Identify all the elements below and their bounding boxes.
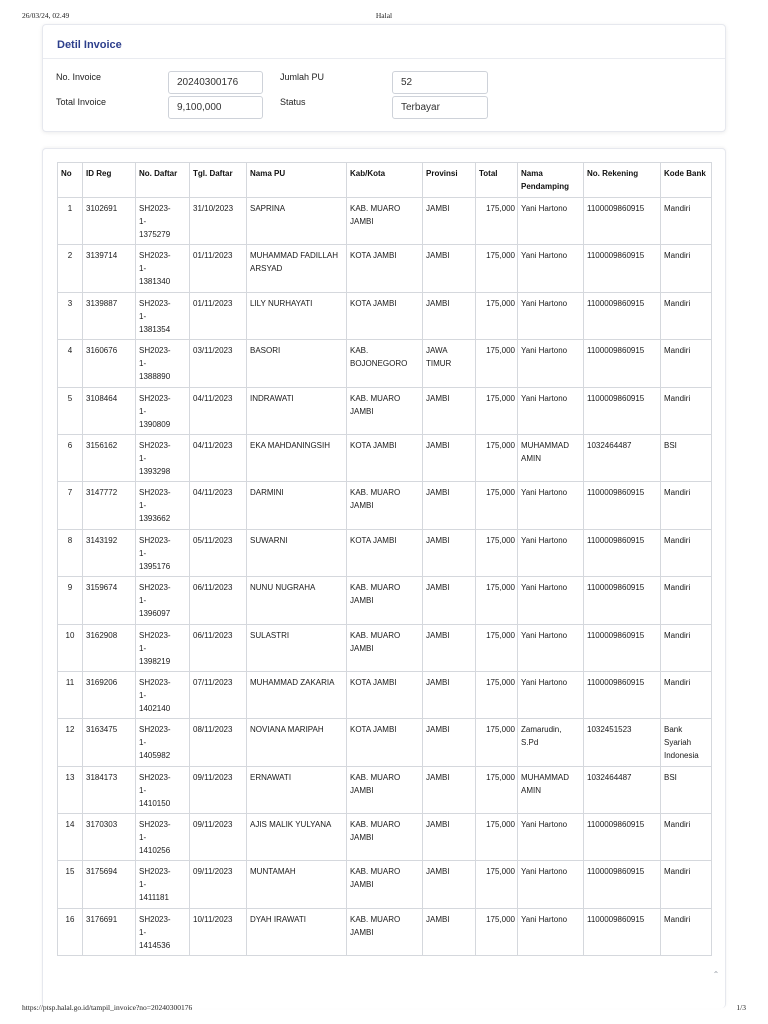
cell-nama-pu: AJIS MALIK YULYANA	[247, 814, 347, 861]
cell-no: 1	[58, 198, 83, 245]
cell-kab-kota: KAB. MUARO JAMBI	[347, 861, 423, 908]
cell-kode-bank: Mandiri	[661, 340, 712, 387]
status-field[interactable]: Terbayar	[392, 96, 488, 119]
cell-tgl-daftar: 01/11/2023	[190, 292, 247, 339]
cell-no: 11	[58, 671, 83, 718]
cell-id-reg: 3139714	[83, 245, 136, 292]
print-url: https://ptsp.halal.go.id/tampil_invoice?no=20240300176	[22, 1003, 193, 1012]
table-row	[58, 671, 712, 718]
cell-nama-pendamping: Yani Hartono	[518, 292, 584, 339]
cell-id-reg: 3160676	[83, 340, 136, 387]
cell-nama-pu: SULASTRI	[247, 624, 347, 671]
table-row	[58, 198, 712, 245]
cell-provinsi: JAMBI	[423, 529, 476, 576]
table-row	[58, 245, 712, 292]
col-header-kode-bank: Kode Bank	[661, 163, 712, 198]
cell-provinsi: JAMBI	[423, 624, 476, 671]
cell-nama-pendamping: Yani Hartono	[518, 387, 584, 434]
cell-provinsi: JAMBI	[423, 671, 476, 718]
cell-no: 4	[58, 340, 83, 387]
cell-id-reg: 3163475	[83, 719, 136, 766]
cell-no-rekening: 1100009860915	[584, 861, 661, 908]
cell-nama-pu: SUWARNI	[247, 529, 347, 576]
cell-no-daftar: SH2023- 1- 1410150	[136, 766, 190, 813]
cell-total: 175,000	[476, 340, 518, 387]
cell-tgl-daftar: 09/11/2023	[190, 861, 247, 908]
cell-kode-bank: Mandiri	[661, 387, 712, 434]
cell-no-rekening: 1100009860915	[584, 292, 661, 339]
cell-kode-bank: Mandiri	[661, 529, 712, 576]
table-row	[58, 529, 712, 576]
cell-kab-kota: KAB. MUARO JAMBI	[347, 577, 423, 624]
cell-nama-pendamping: Yani Hartono	[518, 529, 584, 576]
cell-tgl-daftar: 05/11/2023	[190, 529, 247, 576]
cell-no-daftar: SH2023- 1- 1375279	[136, 198, 190, 245]
cell-no-rekening: 1100009860915	[584, 624, 661, 671]
cell-no-daftar: SH2023- 1- 1393298	[136, 434, 190, 481]
cell-nama-pu: DYAH IRAWATI	[247, 908, 347, 955]
cell-provinsi: JAMBI	[423, 482, 476, 529]
cell-nama-pu: MUHAMMAD ZAKARIA	[247, 671, 347, 718]
cell-total: 175,000	[476, 387, 518, 434]
cell-no-rekening: 1100009860915	[584, 908, 661, 955]
cell-provinsi: JAMBI	[423, 766, 476, 813]
cell-nama-pendamping: Yani Hartono	[518, 814, 584, 861]
cell-no-rekening: 1100009860915	[584, 387, 661, 434]
cell-provinsi: JAMBI	[423, 292, 476, 339]
cell-no-daftar: SH2023- 1- 1396097	[136, 577, 190, 624]
cell-kode-bank: Mandiri	[661, 861, 712, 908]
cell-kab-kota: KOTA JAMBI	[347, 245, 423, 292]
cell-total: 175,000	[476, 908, 518, 955]
cell-total: 175,000	[476, 577, 518, 624]
cell-id-reg: 3102691	[83, 198, 136, 245]
table-row	[58, 766, 712, 813]
cell-no-daftar: SH2023- 1- 1405982	[136, 719, 190, 766]
cell-provinsi: JAMBI	[423, 719, 476, 766]
jumlah-pu-field[interactable]: 52	[392, 71, 488, 94]
cell-no: 5	[58, 387, 83, 434]
cell-nama-pendamping: Yani Hartono	[518, 624, 584, 671]
cell-kode-bank: Mandiri	[661, 624, 712, 671]
cell-kab-kota: KAB. MUARO JAMBI	[347, 766, 423, 813]
cell-tgl-daftar: 04/11/2023	[190, 434, 247, 481]
cell-id-reg: 3147772	[83, 482, 136, 529]
cell-kab-kota: KAB. MUARO JAMBI	[347, 908, 423, 955]
cell-tgl-daftar: 06/11/2023	[190, 624, 247, 671]
cell-provinsi: JAMBI	[423, 245, 476, 292]
cell-total: 175,000	[476, 861, 518, 908]
cell-id-reg: 3170303	[83, 814, 136, 861]
cell-total: 175,000	[476, 671, 518, 718]
cell-no: 7	[58, 482, 83, 529]
cell-kode-bank: Mandiri	[661, 292, 712, 339]
cell-nama-pendamping: Yani Hartono	[518, 482, 584, 529]
col-header-nama-pu: Nama PU	[247, 163, 347, 198]
invoice-card-title: Detil Invoice	[57, 39, 122, 51]
no-invoice-label: No. Invoice	[56, 72, 102, 82]
cell-tgl-daftar: 04/11/2023	[190, 387, 247, 434]
cell-kab-kota: KAB. MUARO JAMBI	[347, 482, 423, 529]
status-label: Status	[280, 97, 306, 107]
cell-kode-bank: Mandiri	[661, 482, 712, 529]
table-row	[58, 292, 712, 339]
cell-no: 10	[58, 624, 83, 671]
table-row	[58, 434, 712, 481]
cell-no-rekening: 1032464487	[584, 434, 661, 481]
cell-provinsi: JAMBI	[423, 434, 476, 481]
cell-provinsi: JAMBI	[423, 577, 476, 624]
table-row	[58, 340, 712, 387]
cell-kode-bank: Mandiri	[661, 814, 712, 861]
cell-no-daftar: SH2023- 1- 1381340	[136, 245, 190, 292]
cell-id-reg: 3143192	[83, 529, 136, 576]
cell-nama-pu: BASORI	[247, 340, 347, 387]
cell-kode-bank: Bank Syariah Indonesia	[661, 719, 712, 766]
cell-no: 6	[58, 434, 83, 481]
cell-nama-pu: SAPRINA	[247, 198, 347, 245]
cell-no: 16	[58, 908, 83, 955]
table-row	[58, 624, 712, 671]
invoice-detail-card	[42, 24, 726, 132]
table-row	[58, 814, 712, 861]
cell-kode-bank: Mandiri	[661, 198, 712, 245]
table-header-row	[58, 163, 712, 198]
invoice-table	[57, 162, 712, 956]
cell-nama-pendamping: Yani Hartono	[518, 908, 584, 955]
cell-kode-bank: Mandiri	[661, 245, 712, 292]
cell-nama-pu: EKA MAHDANINGSIH	[247, 434, 347, 481]
cell-total: 175,000	[476, 292, 518, 339]
table-row	[58, 908, 712, 955]
cell-no: 13	[58, 766, 83, 813]
cell-nama-pendamping: MUHAMMAD AMIN	[518, 766, 584, 813]
cell-provinsi: JAMBI	[423, 198, 476, 245]
cell-id-reg: 3139887	[83, 292, 136, 339]
cell-kab-kota: KOTA JAMBI	[347, 719, 423, 766]
cell-kode-bank: Mandiri	[661, 908, 712, 955]
cell-nama-pu: NOVIANA MARIPAH	[247, 719, 347, 766]
cell-nama-pu: INDRAWATI	[247, 387, 347, 434]
cell-no: 3	[58, 292, 83, 339]
col-header-total: Total	[476, 163, 518, 198]
col-header-no-rekening: No. Rekening	[584, 163, 661, 198]
cell-total: 175,000	[476, 434, 518, 481]
cell-no-daftar: SH2023- 1- 1393662	[136, 482, 190, 529]
cell-kab-kota: KAB. MUARO JAMBI	[347, 198, 423, 245]
cell-no: 8	[58, 529, 83, 576]
print-title: Halal	[375, 11, 393, 20]
cell-no: 9	[58, 577, 83, 624]
cell-total: 175,000	[476, 245, 518, 292]
cell-no-rekening: 1100009860915	[584, 814, 661, 861]
cell-nama-pendamping: Yani Hartono	[518, 245, 584, 292]
col-header-provinsi: Provinsi	[423, 163, 476, 198]
cell-no-rekening: 1032451523	[584, 719, 661, 766]
cell-tgl-daftar: 10/11/2023	[190, 908, 247, 955]
cell-kab-kota: KAB. BOJONEGORO	[347, 340, 423, 387]
cell-kab-kota: KAB. MUARO JAMBI	[347, 624, 423, 671]
cell-kab-kota: KOTA JAMBI	[347, 529, 423, 576]
cell-id-reg: 3184173	[83, 766, 136, 813]
cell-no: 14	[58, 814, 83, 861]
cell-no-rekening: 1100009860915	[584, 577, 661, 624]
col-header-id-reg: ID Reg	[83, 163, 136, 198]
cell-kab-kota: KAB. MUARO JAMBI	[347, 387, 423, 434]
cell-total: 175,000	[476, 814, 518, 861]
cell-kode-bank: Mandiri	[661, 577, 712, 624]
print-footer	[0, 1003, 768, 1015]
cell-no-daftar: SH2023- 1- 1411181	[136, 861, 190, 908]
cell-tgl-daftar: 09/11/2023	[190, 814, 247, 861]
cell-kab-kota: KOTA JAMBI	[347, 292, 423, 339]
cell-total: 175,000	[476, 482, 518, 529]
cell-no-daftar: SH2023- 1- 1395176	[136, 529, 190, 576]
cell-no: 2	[58, 245, 83, 292]
cell-provinsi: JAMBI	[423, 814, 476, 861]
cell-nama-pendamping: Yani Hartono	[518, 577, 584, 624]
cell-id-reg: 3159674	[83, 577, 136, 624]
no-invoice-field[interactable]: 20240300176	[168, 71, 263, 94]
cell-kab-kota: KAB. MUARO JAMBI	[347, 814, 423, 861]
cell-no-daftar: SH2023- 1- 1414536	[136, 908, 190, 955]
cell-no-daftar: SH2023- 1- 1398219	[136, 624, 190, 671]
cell-total: 175,000	[476, 529, 518, 576]
table-row	[58, 577, 712, 624]
cell-no-rekening: 1100009860915	[584, 671, 661, 718]
total-invoice-field[interactable]: 9,100,000	[168, 96, 263, 119]
cell-no-rekening: 1100009860915	[584, 529, 661, 576]
cell-nama-pendamping: Zamarudin, S.Pd	[518, 719, 584, 766]
table-body	[58, 198, 712, 956]
cell-provinsi: JAMBI	[423, 908, 476, 955]
total-invoice-label: Total Invoice	[56, 97, 107, 107]
table-row	[58, 719, 712, 766]
table-row	[58, 387, 712, 434]
cell-provinsi: JAWA TIMUR	[423, 340, 476, 387]
print-page-number: 1/3	[736, 1003, 746, 1012]
table-row	[58, 861, 712, 908]
cell-no: 12	[58, 719, 83, 766]
cell-id-reg: 3108464	[83, 387, 136, 434]
cell-id-reg: 3162908	[83, 624, 136, 671]
cell-tgl-daftar: 09/11/2023	[190, 766, 247, 813]
cell-no-daftar: SH2023- 1- 1390809	[136, 387, 190, 434]
cell-no-daftar: SH2023- 1- 1388890	[136, 340, 190, 387]
cell-kode-bank: BSI	[661, 766, 712, 813]
cell-no-rekening: 1100009860915	[584, 340, 661, 387]
cell-no-rekening: 1100009860915	[584, 245, 661, 292]
col-header-kab-kota: Kab/Kota	[347, 163, 423, 198]
cell-total: 175,000	[476, 624, 518, 671]
cell-kode-bank: Mandiri	[661, 671, 712, 718]
chevron-up-icon[interactable]: ⌃	[712, 970, 720, 979]
cell-id-reg: 3169206	[83, 671, 136, 718]
cell-id-reg: 3176691	[83, 908, 136, 955]
cell-id-reg: 3175694	[83, 861, 136, 908]
print-datetime: 26/03/24, 02.49	[22, 11, 70, 20]
cell-nama-pu: LILY NURHAYATI	[247, 292, 347, 339]
cell-tgl-daftar: 04/11/2023	[190, 482, 247, 529]
cell-no: 15	[58, 861, 83, 908]
cell-nama-pu: DARMINI	[247, 482, 347, 529]
col-header-nama-pendamping: Nama Pendamping	[518, 163, 584, 198]
cell-tgl-daftar: 03/11/2023	[190, 340, 247, 387]
cell-tgl-daftar: 06/11/2023	[190, 577, 247, 624]
cell-id-reg: 3156162	[83, 434, 136, 481]
cell-no-rekening: 1100009860915	[584, 198, 661, 245]
cell-nama-pendamping: Yani Hartono	[518, 340, 584, 387]
cell-nama-pu: ERNAWATI	[247, 766, 347, 813]
cell-nama-pendamping: MUHAMMAD AMIN	[518, 434, 584, 481]
cell-nama-pu: NUNU NUGRAHA	[247, 577, 347, 624]
cell-provinsi: JAMBI	[423, 387, 476, 434]
cell-nama-pu: MUNTAMAH	[247, 861, 347, 908]
col-header-tgl-daftar: Tgl. Daftar	[190, 163, 247, 198]
invoice-card-header	[43, 25, 725, 59]
table-row	[58, 482, 712, 529]
cell-tgl-daftar: 31/10/2023	[190, 198, 247, 245]
cell-no-rekening: 1032464487	[584, 766, 661, 813]
cell-total: 175,000	[476, 198, 518, 245]
print-header	[0, 11, 768, 23]
cell-tgl-daftar: 01/11/2023	[190, 245, 247, 292]
cell-nama-pu: MUHAMMAD FADILLAH ARSYAD	[247, 245, 347, 292]
cell-total: 175,000	[476, 766, 518, 813]
cell-kab-kota: KOTA JAMBI	[347, 434, 423, 481]
cell-no-rekening: 1100009860915	[584, 482, 661, 529]
cell-provinsi: JAMBI	[423, 861, 476, 908]
cell-no-daftar: SH2023- 1- 1410256	[136, 814, 190, 861]
cell-kab-kota: KOTA JAMBI	[347, 671, 423, 718]
cell-total: 175,000	[476, 719, 518, 766]
cell-nama-pendamping: Yani Hartono	[518, 861, 584, 908]
cell-nama-pendamping: Yani Hartono	[518, 671, 584, 718]
cell-no-daftar: SH2023- 1- 1381354	[136, 292, 190, 339]
cell-no-daftar: SH2023- 1- 1402140	[136, 671, 190, 718]
cell-tgl-daftar: 08/11/2023	[190, 719, 247, 766]
col-header-no: No	[58, 163, 83, 198]
jumlah-pu-label: Jumlah PU	[280, 72, 325, 82]
cell-tgl-daftar: 07/11/2023	[190, 671, 247, 718]
col-header-no-daftar: No. Daftar	[136, 163, 190, 198]
cell-kode-bank: BSI	[661, 434, 712, 481]
cell-nama-pendamping: Yani Hartono	[518, 198, 584, 245]
